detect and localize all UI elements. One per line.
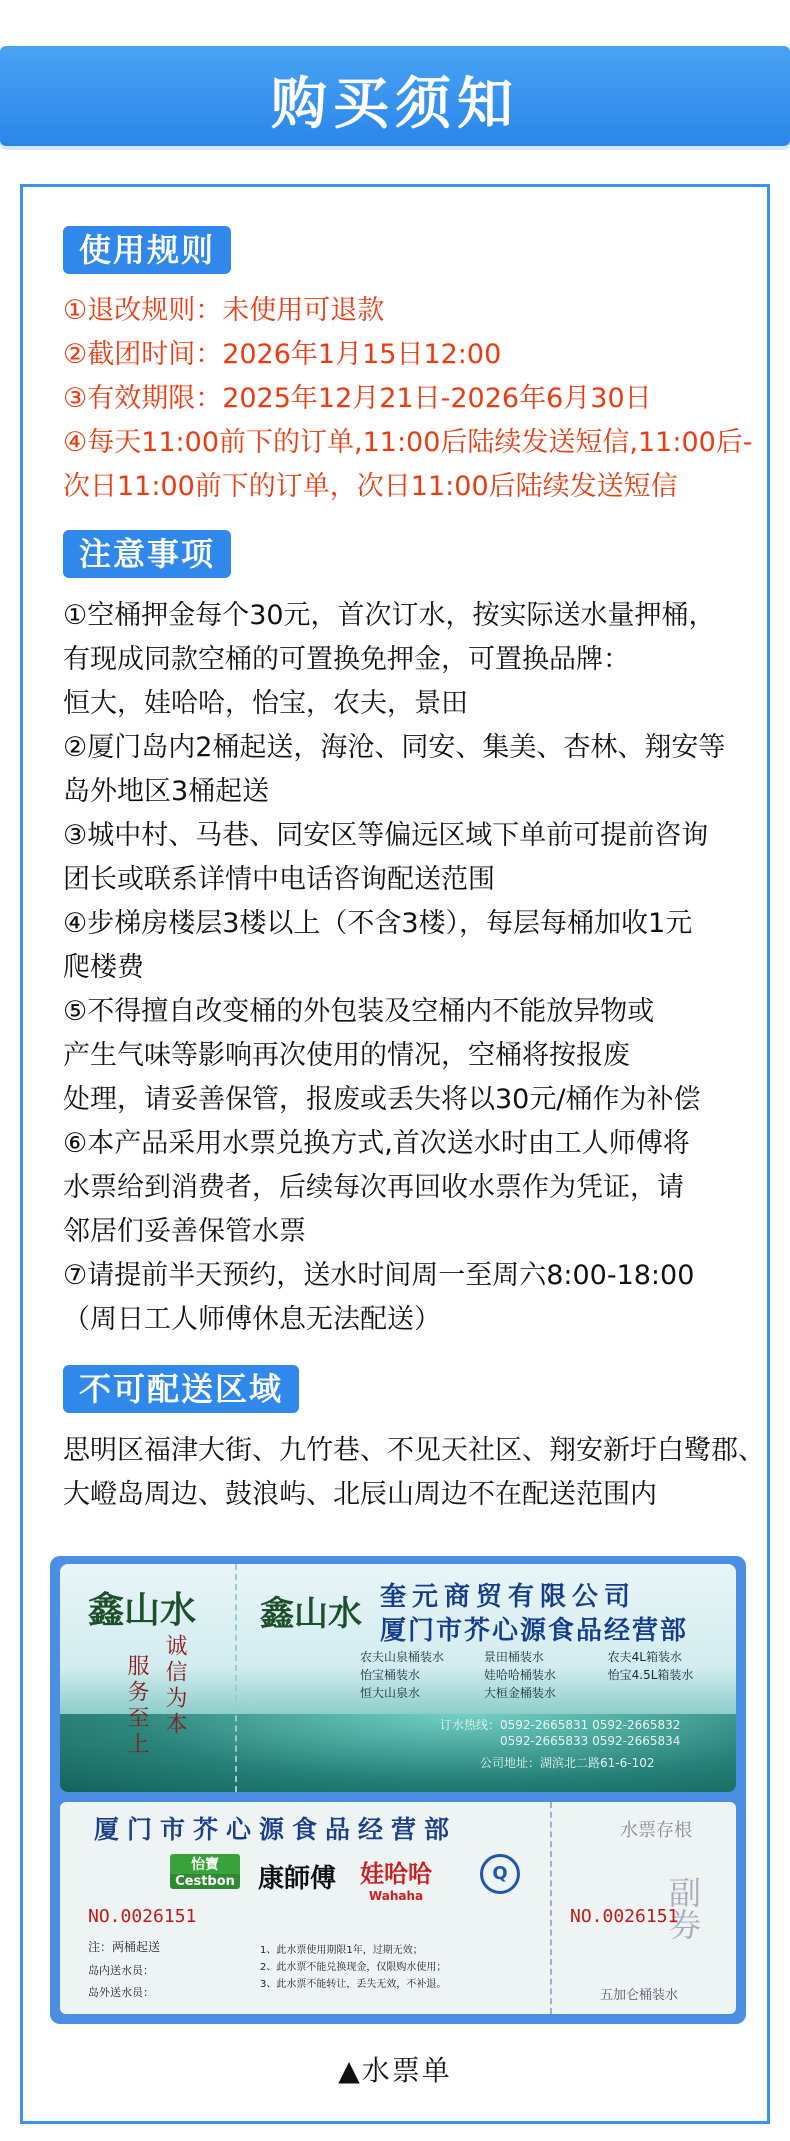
notes-tag: 注意事项 xyxy=(63,530,231,578)
note-line: 岛外地区3桶起送 xyxy=(63,776,270,807)
product-item: 景田桶装水 xyxy=(483,1650,544,1664)
note-line: 水票给到消费者，后续每次再回收水票作为凭证，请 xyxy=(63,1172,684,1203)
term-line: 1、此水票使用期限1年，过期无效； xyxy=(260,1945,423,1956)
note-line: 邻居们妥善保管水票 xyxy=(63,1216,306,1247)
area-tag: 不可配送区域 xyxy=(63,1365,299,1413)
area-line: 大嶝岛周边、鼓浪屿、北辰山周边不在配送范围内 xyxy=(63,1479,657,1510)
water-ticket-photo xyxy=(50,1556,746,2024)
note-line: ⑥本产品采用水票兑换方式,首次送水时由工人师傅将 xyxy=(63,1128,690,1159)
note-line: ⑦请提前半天预约，送水时间周一至周六8:00-18:00 xyxy=(63,1260,695,1291)
company-name: 奎元商贸有限公司 xyxy=(380,1582,637,1612)
perforation xyxy=(550,1802,554,2014)
stub-sub: 副券 xyxy=(664,1876,702,1940)
note-line: ①空桶押金每个30元，首次订水，按实际送水量押桶， xyxy=(63,600,716,631)
note-line: 产生气味等影响再次使用的情况，空桶将按报废 xyxy=(63,1040,630,1071)
outside-label: 岛外送水员： xyxy=(88,1986,154,1999)
ticket-lower xyxy=(60,1802,736,2014)
note-line: ⑤不得擅自改变桶的外包装及空桶内不能放异物或 xyxy=(63,996,655,1027)
order-phone: 订水热线：0592-2665831 0592-2665832 xyxy=(440,1718,681,1732)
page-title: 购买须知 xyxy=(271,72,519,137)
note-line: 有现成同款空桶的可置换免押金，可置换品牌： xyxy=(63,644,630,675)
product-list xyxy=(360,1648,730,1702)
logo-right: 鑫山水 xyxy=(260,1594,362,1634)
qs-logo-icon: Q xyxy=(480,1854,520,1894)
ticket-number: NO.0026151 xyxy=(88,1906,197,1927)
note-line: （周日工人师傅休息无法配送） xyxy=(63,1304,441,1335)
note-line: 团长或联系详情中电话咨询配送范围 xyxy=(63,864,495,895)
ticket-terms xyxy=(260,1942,446,1993)
ticket-upper xyxy=(60,1564,736,1792)
note-line: 恒大，娃哈哈，怡宝，农夫，景田 xyxy=(63,688,468,719)
wahaha-logo-en: Wahaha xyxy=(368,1889,424,1903)
slogan-1: 诚信为本 xyxy=(162,1634,187,1738)
rule-line: ③有效期限：2025年12月21日-2026年6月30日 xyxy=(63,383,652,414)
cestbon-logo-text: Cestbon xyxy=(170,1874,240,1889)
header-banner xyxy=(0,46,790,146)
cestbon-logo xyxy=(170,1854,240,1889)
note-line: 爬楼费 xyxy=(63,952,144,983)
note-line: ②厦门岛内2桶起送，海沧、同安、集美、杏林、翔安等 xyxy=(63,732,726,763)
image-caption: ▲水票单 xyxy=(338,2054,452,2087)
rule-line: 次日11:00前下的订单，次日11:00后陆续发送短信 xyxy=(63,471,678,502)
inside-label: 岛内送水员： xyxy=(88,1964,154,1977)
stub-title: 水票存根 xyxy=(620,1820,692,1841)
product-item: 恒大山泉水 xyxy=(360,1686,421,1700)
volume-label: 五加仑桶装水 xyxy=(600,1988,679,2003)
bottom-company: 厦门市芥心源食品经营部 xyxy=(94,1815,458,1844)
note-label: 注：两桶起送 xyxy=(88,1940,161,1954)
product-item: 娃哈哈桶装水 xyxy=(483,1668,556,1682)
wahaha-logo-text: 娃哈哈 xyxy=(360,1860,432,1888)
slogan-2: 服务至上 xyxy=(124,1654,149,1758)
notice-content xyxy=(33,197,765,2111)
order-phone-2: 0592-2665833 0592-2665834 xyxy=(500,1734,681,1748)
rules-tag: 使用规则 xyxy=(63,226,231,274)
product-item: 农夫山泉桶装水 xyxy=(360,1650,445,1664)
product-item: 大桓金桶装水 xyxy=(483,1686,556,1700)
note-line: ③城中村、马巷、同安区等偏远区域下单前可提前咨询 xyxy=(63,820,709,851)
rule-line: ①退改规则：未使用可退款 xyxy=(63,295,385,326)
stub-number: NO.0026151 xyxy=(570,1906,679,1927)
perforation xyxy=(235,1564,239,1792)
cestbon-logo-top: 怡寶 xyxy=(170,1854,240,1874)
notice-frame xyxy=(20,184,770,2124)
company-name-2: 厦门市芥心源食品经营部 xyxy=(380,1616,689,1646)
area-line: 思明区福津大街、九竹巷、不见天社区、翔安新圩白鹭郡、 xyxy=(63,1435,765,1466)
term-line: 3、此水票不能转让，丢失无效，不补退。 xyxy=(260,1979,447,1990)
rule-line: ④每天11:00前下的订单,11:00后陆续发送短信,11:00后- xyxy=(63,427,753,458)
wahaha-logo xyxy=(360,1854,432,1903)
note-line: 处理，请妥善保管，报废或丢失将以30元/桶作为补偿 xyxy=(63,1084,701,1115)
company-address: 公司地址：湖滨北二路61-6-102 xyxy=(480,1756,655,1770)
rule-line: ②截团时间：2026年1月15日12:00 xyxy=(63,339,502,370)
product-item: 农夫4L箱装水 xyxy=(607,1650,682,1664)
logo-left: 鑫山水 xyxy=(88,1589,197,1631)
product-item: 怡宝桶装水 xyxy=(360,1668,421,1682)
note-line: ④步梯房楼层3楼以上（不含3楼），每层每桶加收1元 xyxy=(63,908,693,939)
product-item: 怡宝4.5L箱装水 xyxy=(607,1668,694,1682)
term-line: 2、此水票不能兑换现金，仅限购水使用； xyxy=(260,1962,447,1973)
kangshifu-logo: 康師傅 xyxy=(258,1864,337,1894)
